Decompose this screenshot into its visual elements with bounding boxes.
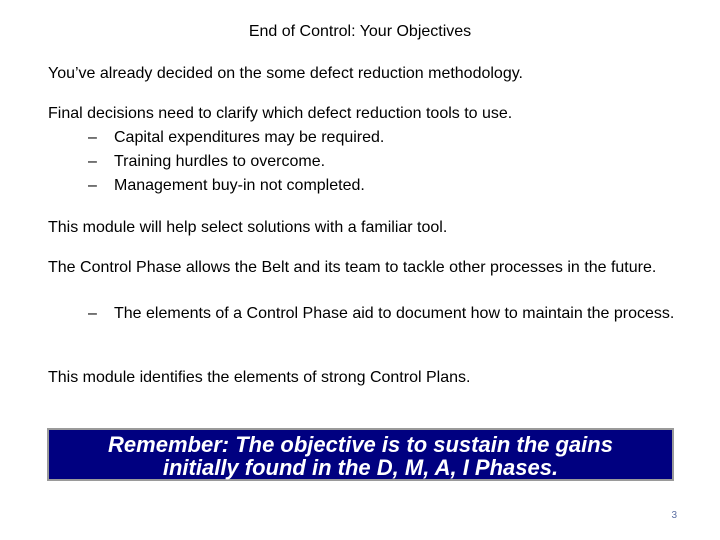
bullet-dash: – [88, 305, 97, 322]
bullet-item [88, 304, 704, 324]
callout-line-2: initially found in the D, M, A, I Phases. [162, 455, 559, 480]
paragraph-final-decisions: Final decisions need to clarify which defect reduction tools to use. [48, 105, 513, 122]
paragraph-module-identifies: This module identifies the elements of strong Control Plans. [48, 369, 471, 386]
bullet-text: The elements of a Control Phase aid to document how to maintain the process. [114, 305, 675, 322]
bullet-dash: – [88, 153, 97, 170]
paragraph-methodology: You’ve already decided on the some defect reduction methodology. [48, 65, 523, 82]
bullet-item [88, 152, 704, 172]
page-number: 3 [671, 510, 677, 521]
paragraph-control-phase: The Control Phase allows the Belt and its team to tackle other processes in the future. [48, 259, 657, 276]
bullet-text: Training hurdles to overcome. [114, 153, 326, 170]
slide-title: End of Control: Your Objectives [248, 23, 472, 40]
bullet-text: Capital expenditures may be required. [114, 129, 385, 146]
bullet-item [88, 128, 704, 148]
bullet-dash: – [88, 177, 97, 194]
callout-line-1: Remember: The objective is to sustain the gains [108, 432, 613, 457]
paragraph-module-help: This module will help select solutions with a familiar tool. [48, 219, 448, 236]
bullet-text: Management buy-in not completed. [114, 177, 365, 194]
reminder-callout [47, 428, 674, 481]
bullet-dash: – [88, 129, 97, 146]
bullet-item [88, 176, 704, 196]
